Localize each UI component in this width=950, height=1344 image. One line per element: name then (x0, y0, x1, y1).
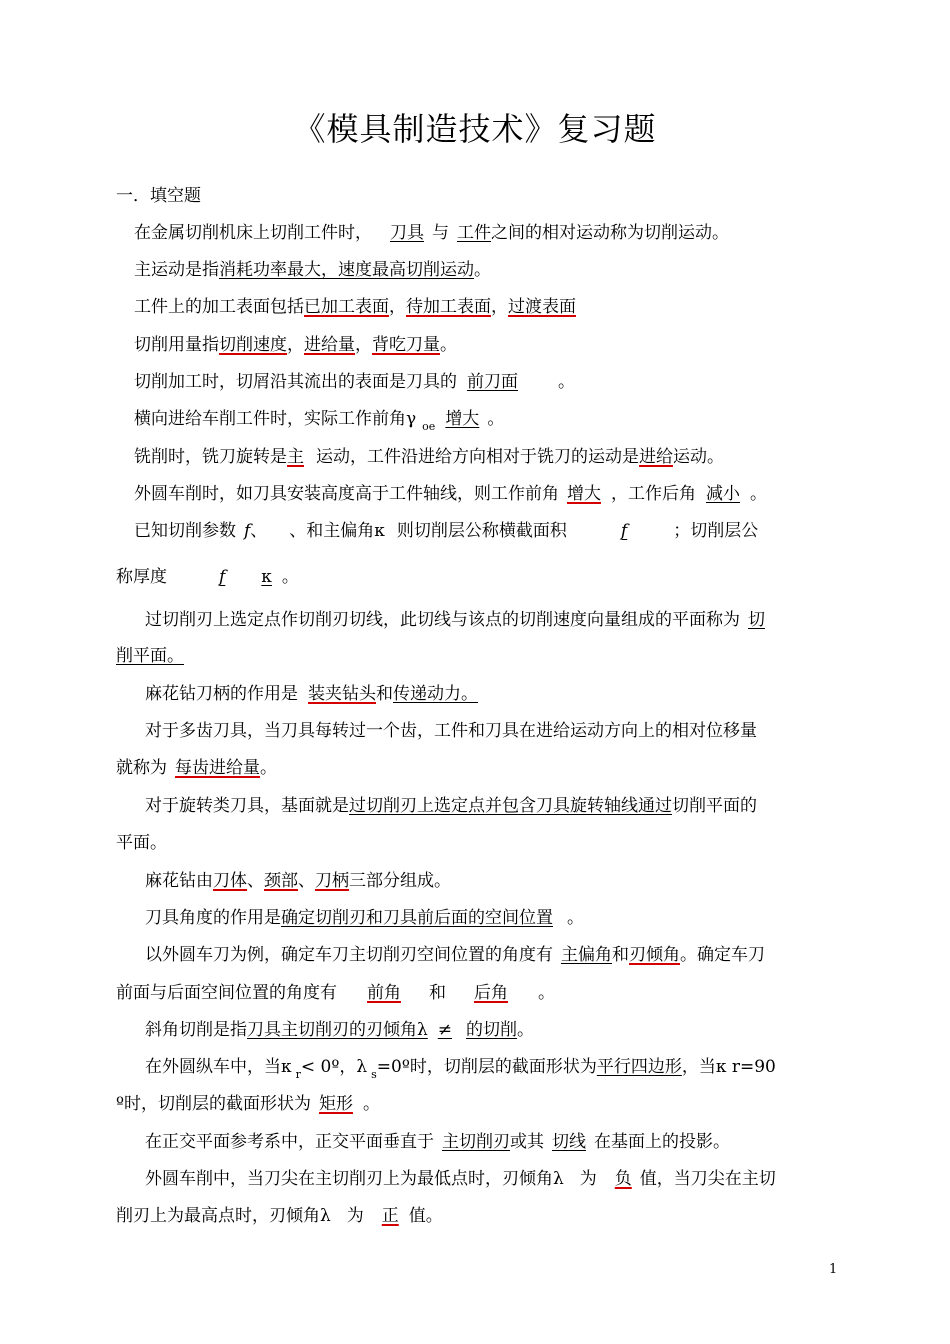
answer-blank: 过切削刃上选定点并包含刀具旋转轴线通过 (349, 796, 672, 816)
answer-blank: 颈部 (264, 871, 298, 891)
answer-blank: 平行四边形 (596, 1057, 682, 1077)
answer-blank: 主切削刃 (442, 1132, 510, 1152)
question-12-cont: 就称为 每齿进给量。 (116, 758, 277, 778)
question-16: 以外圆车刀为例，确定车刀主切削刃空间位置的角度有 主偏角和刃倾角。确定车刀 (145, 945, 765, 965)
answer-blank: f (620, 521, 628, 541)
answer-blank: 负 (614, 1169, 632, 1189)
answer-blank: 切线 (552, 1132, 586, 1152)
question-18-cont: º时，切削层的截面形状为 矩形 。 (116, 1094, 380, 1114)
answer-blank: 装夹钻头 (308, 684, 376, 704)
question-1: 在金属切削机床上切削工件时， 刀具 与 工件之间的相对运动称为切削运动。 (134, 223, 729, 243)
answer-blank: 减小 (706, 484, 740, 504)
question-7: 铣削时，铣刀旋转是主 运动，工件沿进给方向相对于铣刀的运动是进给运动。 (134, 447, 724, 467)
question-11: 麻花钻刀柄的作用是 装夹钻头和传递动力。 (145, 684, 478, 704)
answer-blank: 刀体 (213, 871, 247, 891)
answer-blank: 进给 (639, 447, 673, 467)
answer-blank: 消耗功率最大，速度最高切削运动 (219, 260, 474, 280)
question-20: 外圆车削中，当刀尖在主切削刃上为最低点时，刃倾角λ 为 负 值，当刀尖在主切 (145, 1169, 776, 1189)
question-9-cont: 称厚度 f κ 。 (116, 567, 299, 587)
question-14: 麻花钻由刀体、颈部、刀柄三部分组成。 (145, 871, 451, 891)
question-4: 切削用量指切削速度，进给量，背吃刀量。 (134, 335, 457, 355)
answer-blank: 待加工表面 (406, 297, 491, 317)
answer-blank: 切 (748, 610, 765, 630)
answer-blank: 正 (381, 1206, 399, 1226)
question-15: 刀具角度的作用是确定切削刃和刀具前后面的空间位置 。 (145, 908, 584, 928)
answer-blank: 前角 (367, 983, 401, 1003)
answer-blank: 刀具主切削刃的刃倾角λ ≠ 的切削 (247, 1020, 518, 1040)
question-10: 过切削刃上选定点作切削刃切线，此切线与该点的切削速度向量组成的平面称为 切 (145, 610, 765, 630)
answer-blank: 确定切削刃和刀具前后面的空间位置 (281, 908, 553, 928)
answer-blank: 矩形 (319, 1094, 353, 1114)
page-title: 《模具制造技术》复习题 (293, 110, 657, 148)
question-6: 横向进给车削工件时，实际工作前角γ $_{oe}$ 增大 。 (134, 409, 505, 433)
answer-blank: 刃倾角 (629, 945, 680, 965)
question-3: 工件上的加工表面包括已加工表面，待加工表面，过渡表面 (134, 297, 576, 317)
answer-blank: 刀柄 (315, 871, 349, 891)
answer-blank: 工件 (457, 223, 491, 243)
answer-blank: 进给量 (304, 335, 355, 355)
answer-blank: 增大 (445, 409, 480, 429)
question-17: 斜角切削是指刀具主切削刃的刃倾角λ ≠ 的切削。 (145, 1020, 535, 1040)
question-10-cont (116, 645, 184, 667)
question-13-cont: 平面。 (116, 833, 167, 853)
answer-blank: 背吃刀量 (372, 335, 440, 355)
answer-blank: f κ (219, 567, 272, 587)
answer-blank: 切削速度 (219, 335, 287, 355)
answer-blank: 主 (287, 447, 304, 467)
question-16-cont: 前面与后面空间位置的角度有 前角 和 后角 。 (116, 983, 555, 1003)
question-9: 已知切削参数 f、 、和主偏角κ 则切削层公称横截面积 f ；切削层公 (134, 521, 759, 541)
question-8: 外圆车削时，如刀具安装高度高于工件轴线，则工作前角 增大 ，工作后角 减小 。 (134, 484, 767, 504)
answer-blank: 传递动力。 (393, 684, 478, 704)
answer-blank: 后角 (474, 983, 508, 1003)
question-5: 切削加工时，切屑沿其流出的表面是刀具的 前刀面 。 (134, 372, 575, 392)
answer-blank: 过渡表面 (508, 297, 576, 317)
answer-blank: 已加工表面 (304, 297, 389, 317)
page-number: 1 (829, 1262, 838, 1277)
answer-blank: 每齿进给量 (175, 758, 260, 778)
question-13: 对于旋转类刀具，基面就是过切削刃上选定点并包含刀具旋转轴线通过切削平面的 (145, 796, 757, 816)
question-12: 对于多齿刀具，当刀具每转过一个齿，工件和刀具在进给运动方向上的相对位移量 (145, 721, 757, 741)
answer-blank: 主偏角 (561, 945, 612, 965)
question-19: 在正交平面参考系中，正交平面垂直于 主切削刃或其 切线 在基面上的投影。 (145, 1132, 730, 1152)
answer-blank: 削平面。 (116, 646, 184, 666)
answer-blank: 前刀面 (467, 372, 518, 392)
question-18: 在外圆纵车中，当κ $_r$< 0º，λ $_s$=0º时，切削层的截面形状为平行四边形，当κ r=90 (145, 1057, 776, 1081)
question-20-cont: 削刃上为最高点时，刃倾角λ 为 正 值。 (116, 1206, 443, 1226)
section-heading: 一．填空题 (116, 186, 201, 206)
question-2: 主运动是指消耗功率最大，速度最高切削运动。 (134, 260, 491, 280)
answer-blank: 增大 (567, 484, 601, 504)
answer-blank: 刀具 (390, 223, 424, 243)
